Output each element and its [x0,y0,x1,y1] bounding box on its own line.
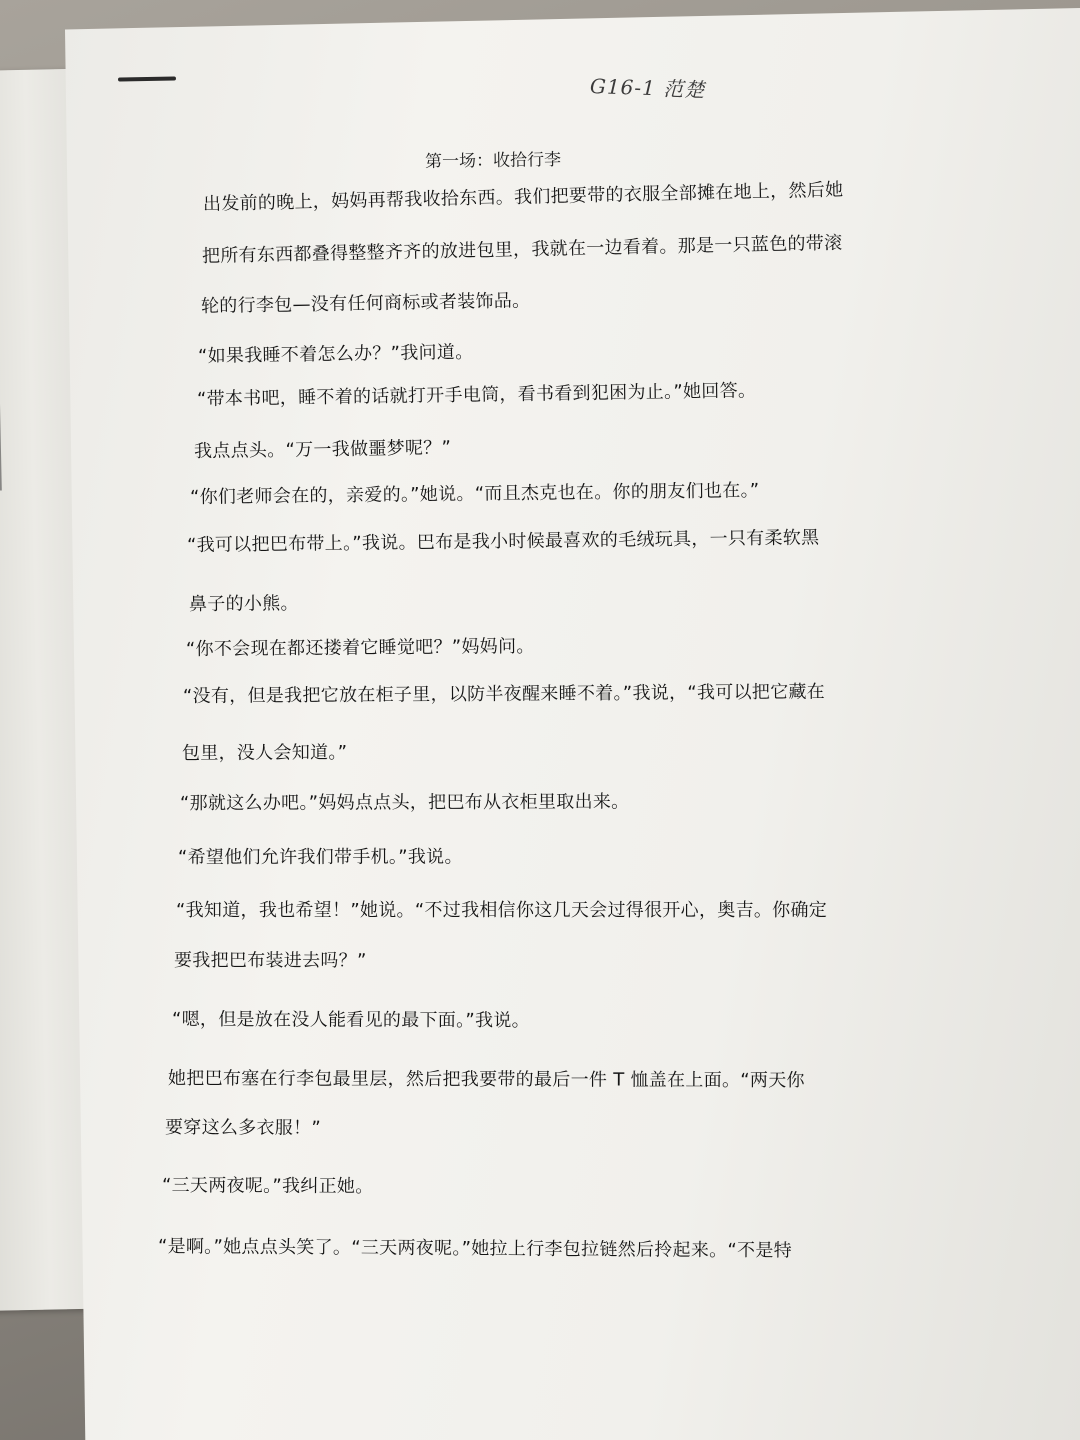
text-line: “那就这么办吧。”妈妈点点头，把巴布从衣柜里取出来。 [179,791,630,814]
text-line: 鼻子的小熊。 [188,593,299,615]
text-line: “带本书吧，睡不着的话就打开手电筒，看书看到犯困为止。”她回答。 [196,380,757,410]
text-line: “我知道，我也希望！”她说。“不过我相信你这几天会过得很开心，奥吉。你确定 [176,900,828,921]
text-line: 包里，没人会知道。” [181,742,348,764]
printed-page [65,8,1080,1440]
text-line: 我点点头。“万一我做噩梦呢？” [193,437,452,462]
text-line: “嗯，但是放在没人能看见的最下面。”我说。 [171,1009,530,1032]
text-line: 她把巴布塞在行李包最里层，然后把我要带的最后一件 T 恤盖在上面。“两天你 [167,1068,805,1092]
text-line: “如果我睡不着怎么办？”我问道。 [197,341,474,367]
text-line: 要我把巴布装进去吗？” [173,950,367,972]
text-line: “是啊。”她点点头笑了。“三天两夜呢。”她拉上行李包拉链然后拎起来。“不是特 [157,1236,793,1262]
text-line: 要穿这么多衣服！” [164,1117,322,1139]
text-line: 把所有东西都叠得整整齐齐的放进包里，我就在一边看着。那是一只蓝色的带滚 [201,232,843,267]
binding-mark [0,370,2,490]
text-line: 出发前的晚上，妈妈再帮我收拾东西。我们把要带的衣服全部摊在地上，然后她 [202,179,844,215]
text-line: “我可以把巴布带上。”我说。巴布是我小时候最喜欢的毛绒玩具，一只有柔软黑 [186,527,820,556]
handwritten-note: G16-1 范楚 [589,73,706,103]
text-line: “你们老师会在的，亲爱的。”她说。“而且杰克也在。你的朋友们也在。” [189,480,760,508]
text-line: “你不会现在都还搂着它睡觉吧？”妈妈问。 [185,635,535,660]
text-line: “三天两夜呢。”我纠正她。 [161,1175,374,1198]
text-line: “希望他们允许我们带手机。”我说。 [177,846,463,868]
page-title: 第一场：收拾行李 [424,150,562,172]
text-line: “没有，但是我把它放在柜子里，以防半夜醒来睡不着。”我说，“我可以把它藏在 [182,681,826,707]
text-line: 轮的行李包—没有任何商标或者装饰品。 [200,290,531,317]
